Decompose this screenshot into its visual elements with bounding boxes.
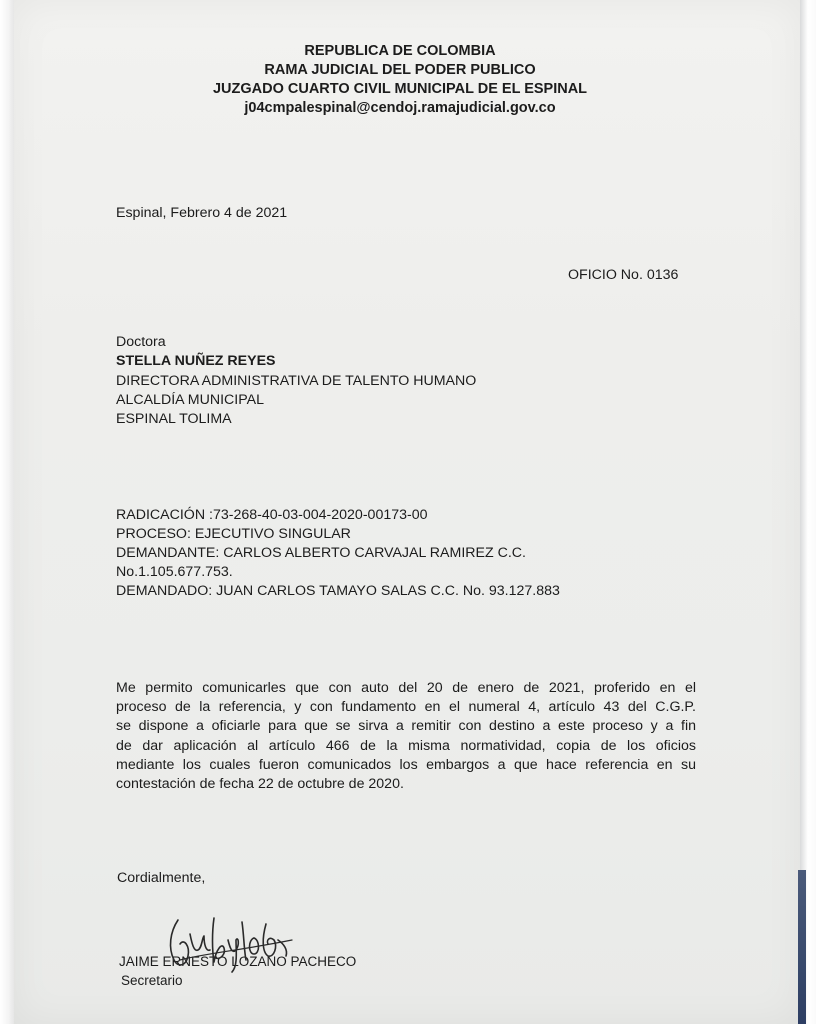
letterhead-country: REPUBLICA DE COLOMBIA (304, 43, 496, 59)
recipient-name: STELLA NUÑEZ REYES (116, 353, 276, 369)
handwritten-signature (162, 910, 302, 974)
letterhead-branch: RAMA JUDICIAL DEL PODER PUBLICO (264, 62, 536, 78)
letterhead-email: j04cmpalespinal@cendoj.ramajudicial.gov.co (244, 100, 556, 116)
letterhead (150, 42, 650, 118)
letter-date: Espinal, Febrero 4 de 2021 (116, 205, 288, 221)
body-line: proceso de la referencia, y con fundamento en el numeral 4, artículo 43 del C.G.P. (116, 699, 696, 716)
reference-demandado: DEMANDADO: JUAN CARLOS TAMAYO SALAS C.C. No. 93.127.883 (116, 583, 560, 599)
body-paragraph (116, 679, 696, 794)
body-line: contestación de fecha 22 de octubre de 2020. (116, 776, 404, 793)
body-line: de dar aplicación al artículo 466 de la misma normatividad, copia de los oficios (116, 737, 696, 754)
recipient-position: DIRECTORA ADMINISTRATIVA DE TALENTO HUMANO (116, 373, 477, 389)
signer-title: Secretario (121, 973, 183, 988)
reference-demandante: DEMANDANTE: CARLOS ALBERTO CARVAJAL RAMIREZ C.C. (116, 545, 526, 561)
signer-name: JAIME ERNESTO LOZANO PACHECO (119, 954, 357, 969)
body-line: se dispone a oficiarle para que se sirva a remitir con destino a este proceso y a fin (116, 718, 696, 735)
background-strip (798, 870, 806, 1024)
recipient-entity: ALCALDÍA MUNICIPAL (116, 392, 264, 408)
recipient-salutation: Doctora (116, 334, 166, 350)
recipient-city: ESPINAL TOLIMA (116, 411, 232, 427)
letterhead-court: JUZGADO CUARTO CIVIL MUNICIPAL DE EL ESPINAL (212, 81, 588, 97)
oficio-number: OFICIO No. 0136 (568, 267, 679, 283)
closing: Cordialmente, (117, 870, 206, 886)
body-line: Me permito comunicarles que con auto del 20 de enero de 2021, proferido en el (116, 680, 696, 696)
body-line: mediante los cuales fueron comunicados los embargos a que hace referencia en su (116, 756, 696, 773)
reference-proceso: PROCESO: EJECUTIVO SINGULAR (116, 526, 351, 542)
reference-radicacion: RADICACIÓN :73-268-40-03-004-2020-00173-00 (116, 507, 428, 523)
page-edge-left (0, 0, 14, 1024)
reference-demandante-cc: No.1.105.677.753. (116, 564, 233, 580)
